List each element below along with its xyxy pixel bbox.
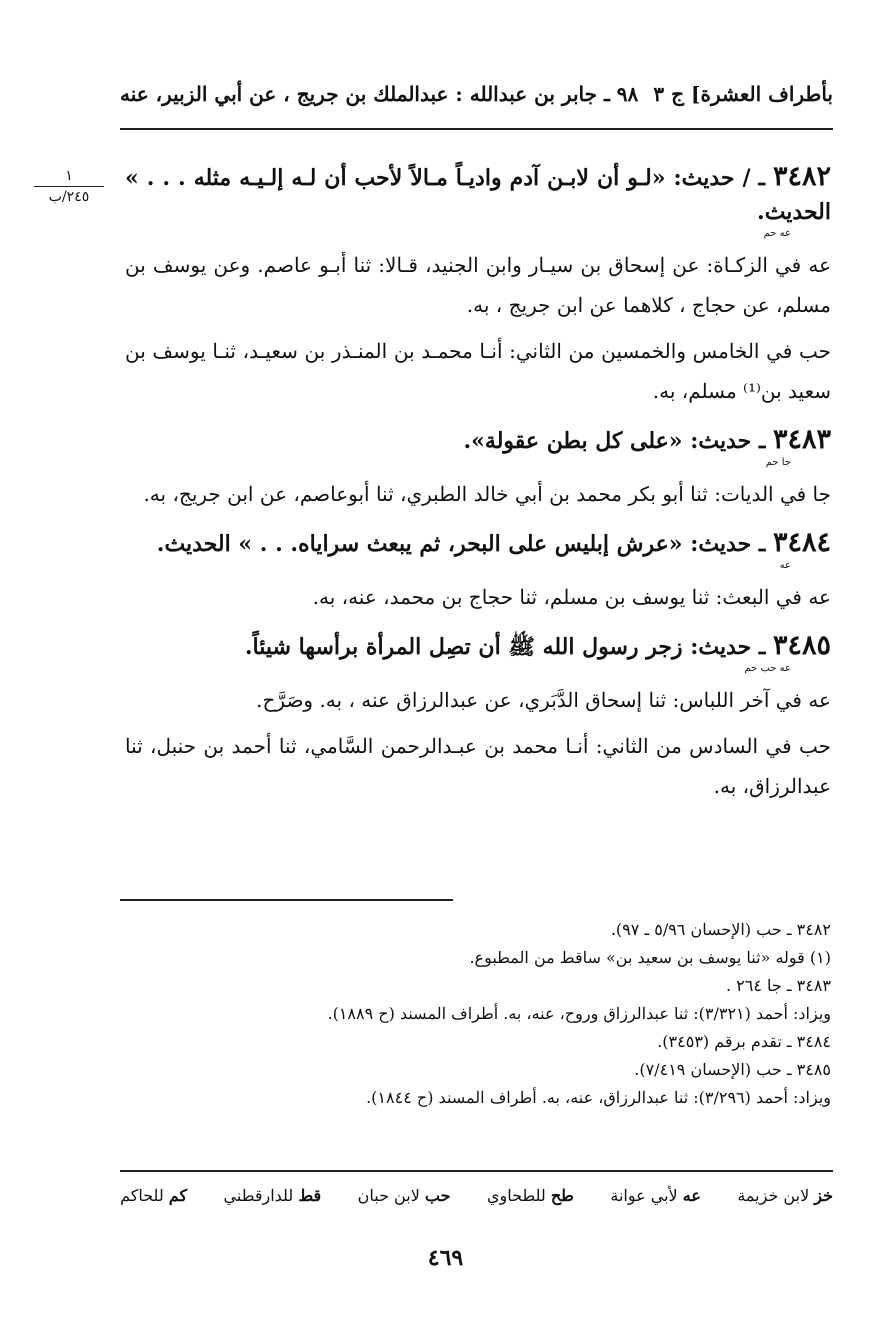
hadith-sigla: عه حم: [763, 228, 791, 239]
margin-note-bottom: ٢٤٥/ب: [48, 189, 90, 205]
source-paragraph: عه في الزكـاة: عن إسحاق بن سيـار وابن الجنيد، قـالا: ثنا أبـو عاصم. وعن يوسف بن مسلم، عن حجاج ، كلاهما عن ابن جريج ، به.: [125, 253, 831, 317]
footnote-line: ٣٤٨٢ ـ حب (الإحسان ٥/٩٦ ـ ٩٧).: [610, 920, 831, 939]
legend-name: لابن خزيمة: [737, 1186, 810, 1205]
source-paragraph: حب في السادس من الثاني: أنـا محمد بن عبـدالرحمن السَّامي، ثنا أحمد بن حنبل، ثنا عبدالرزاق، به.: [125, 734, 831, 798]
hadith-text: ـ حديث: «عرش إبليس على البحر، ثم يبعث سراياه. . . » الحديث.: [156, 531, 766, 557]
footnote-line: ٣٤٨٣ ـ جا ٢٦٤ .: [725, 976, 831, 995]
legend-item: [120, 1186, 187, 1205]
header-rule: [120, 128, 833, 130]
source-paragraph: حب في الخامس والخمسين من الثاني: أنـا محمـد بن المنـذر بن سعيـد، ثنـا يوسف بن سعيد بن⁽¹⁾ مسلم، به.: [125, 339, 831, 403]
footnote-line: ٣٤٨٤ ـ تقدم برقم (٣٤٥٣).: [657, 1032, 831, 1051]
page-number: ٤٦٩: [427, 1245, 464, 1271]
abbreviation-legend: [120, 1186, 833, 1205]
legend-abbr: قط: [298, 1186, 322, 1205]
footnote-line: ٣٤٨٥ ـ حب (الإحسان ٧/٤١٩).: [634, 1060, 831, 1079]
hadith-heading: [125, 629, 831, 674]
hadith-number: ٣٤٨٥: [772, 630, 831, 661]
source-paragraph: عه في آخر اللباس: ثنا إسحاق الدَّبَري، عن عبدالرزاق عنه ، به. وصَرَّح.: [256, 688, 831, 712]
footnote-line: (١) قوله «ثنا يوسف بن سعيد بن» ساقط من المطبوع.: [469, 948, 831, 967]
legend-item: [224, 1186, 322, 1205]
header-volume: بأطراف العشرة] ج ٣: [653, 82, 833, 106]
legend-name: للحاكم: [120, 1186, 164, 1205]
legend-name: للدارقطني: [223, 1186, 294, 1205]
footnote-line: ويزاد: أحمد (٣/٢٩٦): ثنا عبدالرزاق، عنه، به. أطراف المسند (ح ١٨٤٤).: [366, 1088, 831, 1107]
legend-abbr: عه: [682, 1186, 701, 1205]
footnote-line: ويزاد: أحمد (٣/٣٢١): ثنا عبدالرزاق وروح، عنه، به. أطراف المسند (ح ١٨٨٩).: [327, 1004, 831, 1023]
hadith-heading: [125, 526, 831, 571]
running-header: [120, 82, 833, 116]
legend-item: [737, 1186, 833, 1205]
header-chapter: ٩٨ ـ جابر بن عبدالله : عبدالملك بن جريج ، عن أبي الزبير، عنه: [120, 82, 639, 106]
hadith-text: ـ / حديث: «لـو أن لابـن آدم واديـاً مـالاً لأحب أن لـه إلـيـه مثله . . . » الحديث.: [125, 165, 831, 225]
margin-note: [34, 168, 104, 205]
hadith-entry: [125, 160, 831, 411]
legend-abbr: خز: [814, 1186, 833, 1205]
hadith-heading: [125, 423, 831, 468]
main-text: [125, 160, 831, 818]
hadith-entry: [125, 526, 831, 617]
hadith-text: ـ حديث: زجر رسول الله ﷺ أن تصِل المرأة برأسها شيئاً.: [244, 634, 766, 660]
footnote-rule: [120, 899, 453, 901]
legend-name: لابن حبان: [357, 1186, 420, 1205]
legend-name: لأبي عوانة: [610, 1186, 678, 1205]
margin-note-top: ١: [34, 168, 104, 187]
legend-name: للطحاوي: [486, 1186, 546, 1205]
hadith-number: ٣٤٨٣: [772, 424, 831, 455]
legend-item: [358, 1186, 451, 1205]
hadith-entry: [125, 423, 831, 514]
hadith-sigla: جا حم: [765, 457, 791, 468]
hadith-number: ٣٤٨٤: [772, 527, 831, 558]
hadith-sigla: عه حب حم: [744, 663, 791, 674]
source-paragraph: عه في البعث: ثنا يوسف بن مسلم، ثنا حجاج بن محمد، عنه، به.: [312, 585, 831, 609]
legend-abbr: كم: [168, 1186, 188, 1205]
footnotes: [125, 916, 831, 1112]
legend-abbr: حب: [424, 1186, 451, 1205]
legend-rule: [120, 1170, 833, 1172]
hadith-sigla: عه: [779, 560, 791, 571]
hadith-heading: [125, 160, 831, 239]
legend-abbr: طح: [550, 1186, 574, 1205]
source-paragraph: جا في الديات: ثنا أبو بكر محمد بن أبي خالد الطبري، ثنا أبوعاصم، عن ابن جريج، به.: [143, 482, 831, 506]
hadith-text: ـ حديث: «على كل بطن عقولة».: [463, 428, 766, 454]
hadith-number: ٣٤٨٢: [772, 161, 831, 192]
legend-item: [610, 1186, 701, 1205]
legend-item: [487, 1186, 574, 1205]
hadith-entry: [125, 629, 831, 806]
